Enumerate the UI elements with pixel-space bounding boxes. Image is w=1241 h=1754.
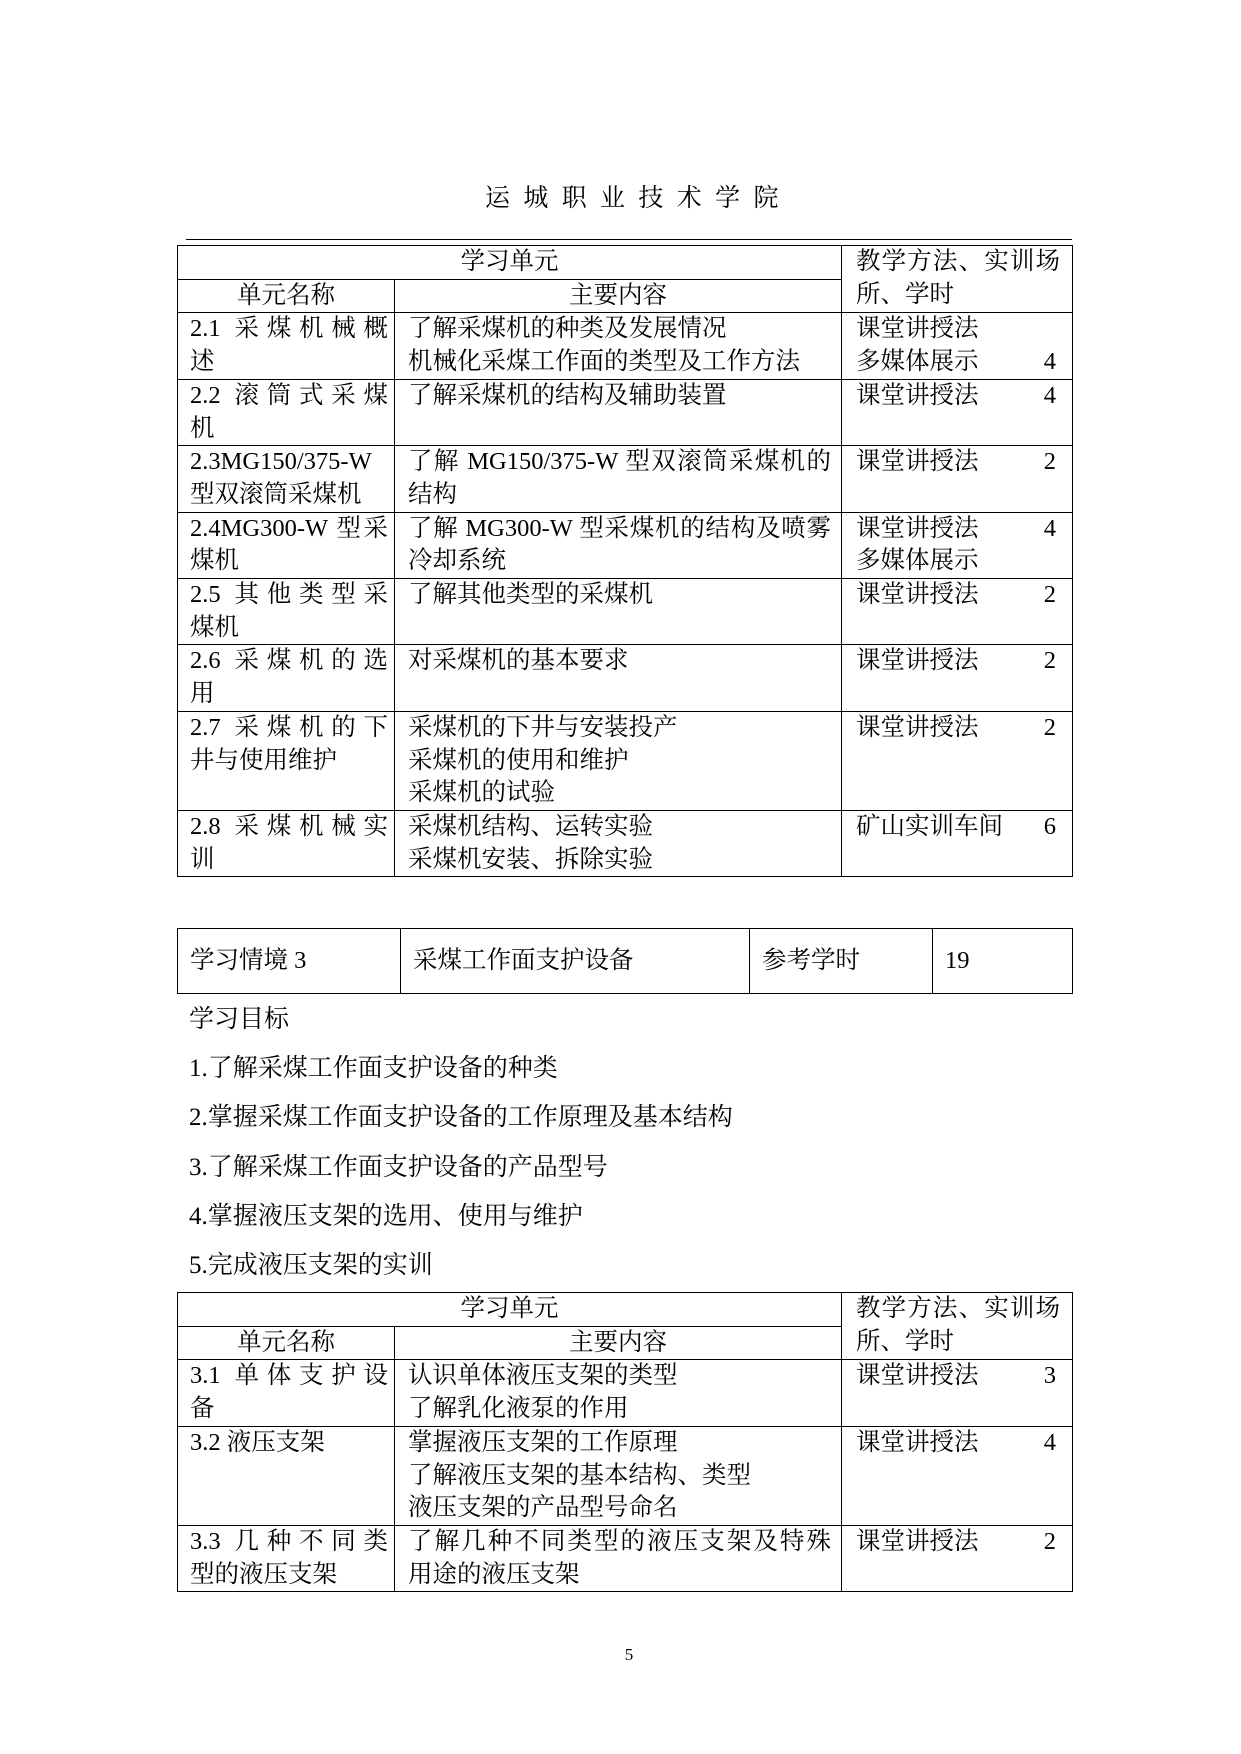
unit-name-line: 煤机 [190,613,239,641]
unit-group-header: 学习单元 [178,1293,842,1327]
unit-name-cell [178,1426,395,1525]
content-line: 了解采煤机的种类及发展情况 [408,315,727,343]
unit-name-line: 机 [190,414,215,442]
unit-row [178,645,1073,711]
hours-value: 4 [1043,381,1056,409]
unit-row [178,512,1073,578]
unit-table-coal-shearer [177,245,1073,877]
method-cell [842,711,1073,810]
method-text: 课堂讲授法 [856,581,979,609]
content-line: 了解几种不同类型的液压支架及特殊 [408,1527,831,1555]
unit-name-cell [178,1360,395,1426]
content-line: 采煤机结构、运转实验 [408,812,653,840]
objective-item: 4.掌握液压支架的选用、使用与维护 [189,1202,583,1230]
content-line: 了解 MG300-W 型采煤机的结构及喷雾 [408,514,831,542]
content-line: 采煤机的使用和维护 [408,746,629,774]
content-line: 了解采煤机的结构及辅助装置 [408,381,727,409]
unit-name-cell [178,446,395,512]
hours-value: 4 [1043,348,1056,376]
content-line: 采煤机安装、拆除实验 [408,845,653,873]
method-header-line: 所、学时 [856,280,954,308]
unit-table-support-equipment [177,1292,1073,1592]
method-cell [842,1426,1073,1525]
header-row [178,246,1073,280]
unit-name-cell [178,810,395,876]
content-line: 了解液压支架的基本结构、类型 [408,1461,751,1489]
header-row [178,1293,1073,1327]
hours-value: 4 [1043,1428,1056,1456]
reference-hours-value: 19 [933,929,1073,994]
unit-name-line: 3.2 液压支架 [190,1428,325,1456]
main-content-header: 主要内容 [395,1326,842,1360]
unit-name-line: 2.1 采煤机械概 [190,315,388,343]
situation-title: 采煤工作面支护设备 [401,929,750,994]
method-line [856,513,1056,546]
hours-value: 2 [1043,647,1056,675]
unit-row [178,1525,1073,1591]
unit-row [178,1360,1073,1426]
unit-name-cell [178,512,395,578]
unit-name-line: 2.6 采煤机的选 [190,647,388,675]
content-line: 采煤机的试验 [408,779,555,807]
unit-name-line: 2.5 其他类型采 [190,581,388,609]
method-header [842,1293,1073,1360]
hours-value: 3 [1043,1362,1056,1390]
method-text: 多媒体展示 [856,547,979,575]
unit-name-header: 单元名称 [178,1326,395,1360]
learning-objectives [189,995,733,1290]
unit-name-line: 述 [190,348,215,376]
content-line: 认识单体液压支架的类型 [408,1362,678,1390]
method-cell [842,379,1073,445]
method-text: 课堂讲授法 [856,315,979,343]
method-line [856,579,1056,612]
method-header-line: 教学方法、实训场 [856,248,1060,275]
unit-name-cell [178,579,395,645]
content-cell [395,810,842,876]
objectives-heading: 学习目标 [189,1006,290,1033]
method-text: 矿山实训车间 [856,812,1003,840]
objective-item: 1.了解采煤工作面支护设备的种类 [189,1055,558,1083]
content-line: 冷却系统 [408,547,506,575]
method-cell [842,1360,1073,1426]
unit-name-line: 煤机 [190,547,239,575]
method-header-line: 所、学时 [856,1327,954,1355]
unit-name-line: 2.7 采煤机的下 [190,713,388,741]
content-cell [395,379,842,445]
unit-name-line: 型的液压支架 [190,1560,337,1588]
unit-name-line: 3.3 几种不同类 [190,1527,388,1555]
unit-name-line: 2.4MG300-W 型采 [190,514,388,542]
method-line [856,346,1056,379]
method-text: 课堂讲授法 [856,448,979,476]
content-cell [395,1525,842,1591]
header-rule [186,239,1072,240]
method-line [856,446,1056,479]
page-number: 5 [624,1645,634,1664]
method-line [856,1526,1056,1559]
unit-name-line: 型双滚筒采煤机 [190,480,362,508]
method-text: 课堂讲授法 [856,1362,979,1390]
content-cell [395,711,842,810]
unit-row [178,711,1073,810]
objective-item: 2.掌握采煤工作面支护设备的工作原理及基本结构 [189,1104,733,1132]
institution-title: 运 城 职 业 技 术 学 院 [485,185,783,212]
content-cell [395,313,842,379]
learning-situation-row [178,929,1073,994]
method-line [856,645,1056,678]
hours-value: 2 [1043,713,1056,741]
method-cell [842,645,1073,711]
unit-name-cell [178,711,395,810]
unit-name-line: 训 [190,845,215,873]
content-cell [395,1426,842,1525]
unit-name-cell [178,645,395,711]
content-line: 结构 [408,480,457,508]
method-text: 课堂讲授法 [856,381,979,409]
unit-row [178,379,1073,445]
unit-row [178,810,1073,876]
method-text: 课堂讲授法 [856,647,979,675]
objective-item: 3.了解采煤工作面支护设备的产品型号 [189,1153,608,1181]
content-cell [395,512,842,578]
unit-group-header: 学习单元 [178,246,842,280]
unit-name-line: 2.8 采煤机械实 [190,812,388,840]
hours-value: 4 [1043,514,1056,542]
hours-value: 2 [1043,1527,1056,1555]
content-line: 了解 MG150/375-W 型双滚筒采煤机的 [408,448,831,476]
method-cell [842,579,1073,645]
content-cell [395,579,842,645]
situation-label: 学习情境 3 [178,929,401,994]
unit-name-header: 单元名称 [178,279,395,313]
reference-hours-label: 参考学时 [750,929,933,994]
unit-row [178,313,1073,379]
method-cell [842,446,1073,512]
main-content-header: 主要内容 [395,279,842,313]
hours-value: 2 [1043,448,1056,476]
content-line: 采煤机的下井与安装投产 [408,713,678,741]
learning-situation-table [177,928,1073,994]
content-cell [395,1360,842,1426]
method-line [856,712,1056,745]
method-text: 多媒体展示 [856,348,979,376]
unit-name-cell [178,313,395,379]
method-line [856,811,1056,844]
content-line: 掌握液压支架的工作原理 [408,1428,678,1456]
unit-name-line: 用 [190,680,215,708]
unit-row [178,579,1073,645]
unit-name-cell [178,379,395,445]
method-cell [842,512,1073,578]
unit-name-line: 2.3MG150/375-W [190,448,372,476]
content-line: 用途的液压支架 [408,1560,580,1588]
method-cell [842,313,1073,379]
method-header-line: 教学方法、实训场 [856,1295,1060,1322]
method-text: 课堂讲授法 [856,1428,979,1456]
content-cell [395,446,842,512]
unit-name-line: 2.2 滚筒式采煤 [190,381,388,409]
unit-name-cell [178,1525,395,1591]
content-cell [395,645,842,711]
content-line: 了解其他类型的采煤机 [408,581,653,609]
method-line [856,1427,1056,1460]
hours-value: 6 [1043,812,1056,840]
method-cell [842,810,1073,876]
method-cell [842,1525,1073,1591]
content-line: 对采煤机的基本要求 [408,647,629,675]
method-line [856,545,1056,578]
content-line: 液压支架的产品型号命名 [408,1494,678,1522]
unit-name-line: 井与使用维护 [190,746,337,774]
unit-name-line: 3.1 单体支护设 [190,1362,388,1390]
unit-row [178,1426,1073,1525]
objective-item: 5.完成液压支架的实训 [189,1252,433,1280]
hours-value: 2 [1043,581,1056,609]
content-line: 了解乳化液泵的作用 [408,1395,629,1423]
method-line [856,380,1056,413]
method-line [856,313,1056,346]
method-text: 课堂讲授法 [856,1527,979,1555]
method-text: 课堂讲授法 [856,514,979,542]
unit-name-line: 备 [190,1395,215,1423]
method-header [842,246,1073,313]
content-line: 机械化采煤工作面的类型及工作方法 [408,348,800,376]
method-line [856,1360,1056,1393]
method-text: 课堂讲授法 [856,713,979,741]
unit-row [178,446,1073,512]
